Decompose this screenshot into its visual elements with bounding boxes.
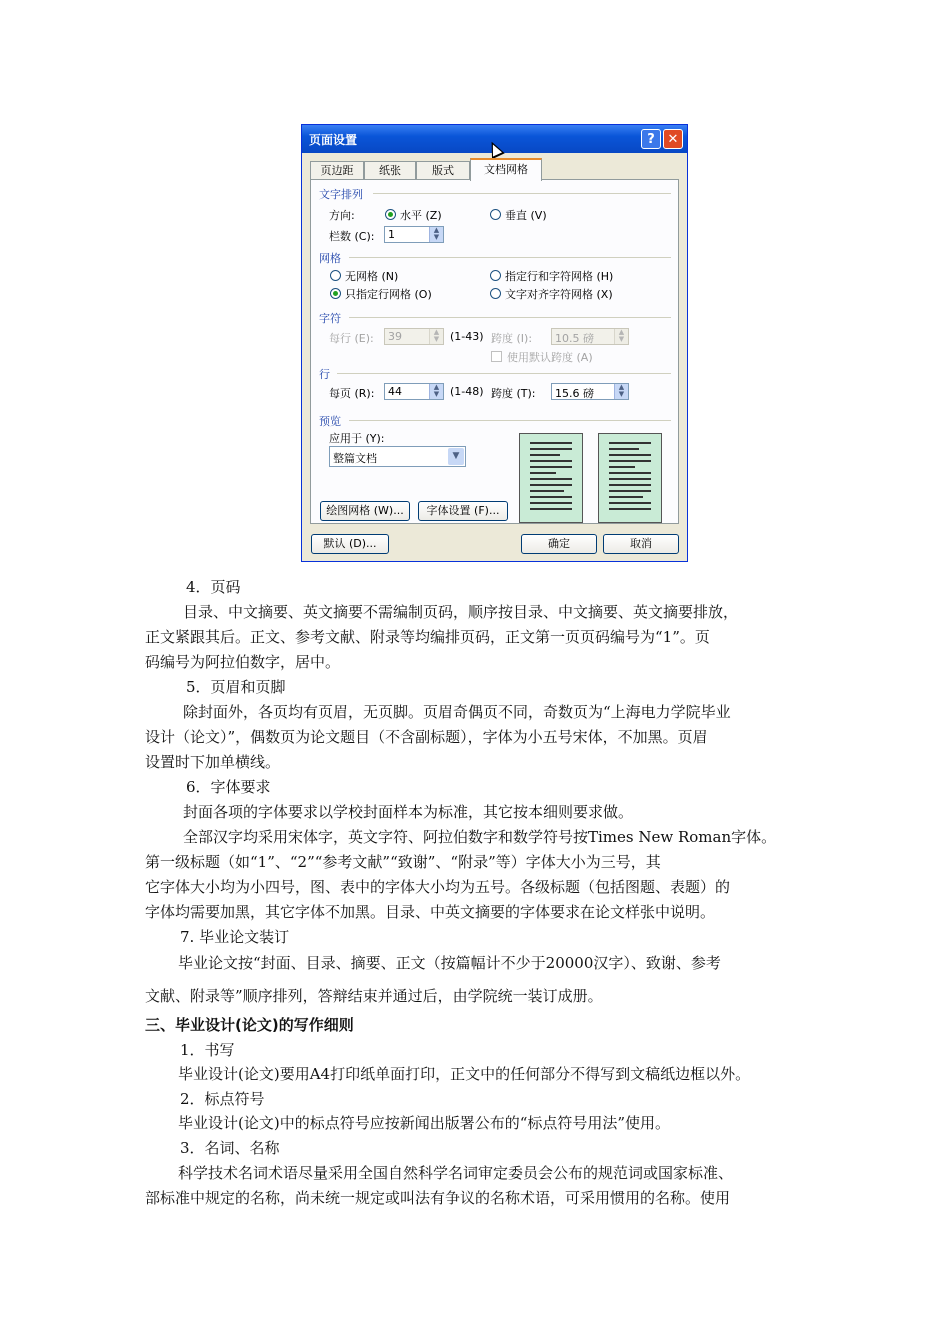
default-pitch-checkbox[interactable] (491, 351, 502, 362)
apply-to-select[interactable] (329, 446, 466, 467)
apply-to-value: 整篇文档 (333, 452, 377, 465)
lines-per-page-range: (1-48) (450, 385, 484, 398)
preview-line (530, 478, 572, 480)
chars-per-line-label: 每行 (E): (329, 332, 374, 345)
preview-line (530, 448, 572, 450)
tab-margins[interactable]: 页边距 (310, 161, 364, 180)
tab-document-grid[interactable]: 文档网格 (470, 158, 542, 181)
group-divider (349, 317, 671, 318)
chars-per-line-stepper[interactable] (384, 328, 444, 345)
group-characters: 字符 (319, 312, 341, 325)
no-grid-label: 无网格 (N) (345, 270, 399, 283)
preview-page-right (598, 433, 662, 523)
paragraph-line: 设计（论文）”，偶数页为论文题目（不含副标题），字体为小五号宋体，不加黑。页眉 (145, 728, 708, 746)
no-grid-radio[interactable] (330, 270, 341, 281)
line-pitch-value: 15.6 磅 (555, 387, 594, 400)
group-preview: 预览 (319, 415, 341, 428)
heading-font-requirements: 6．字体要求 (186, 778, 271, 796)
paragraph-line: 第一级标题（如“1”、“2”“参考文献”“致谢”、“附录”等）字体大小为三号，其 (145, 853, 661, 871)
paragraph-line: 码编号为阿拉伯数字，居中。 (145, 653, 341, 671)
preview-line (530, 508, 572, 510)
preview-line (609, 472, 651, 474)
preview-line (530, 466, 572, 468)
group-divider (349, 420, 671, 421)
spin-arrows-icon[interactable]: ▲ ▼ (614, 329, 628, 344)
vertical-label: 垂直 (V) (505, 209, 547, 222)
paragraph-line: 它字体大小均为小四号，图、表中的字体大小均为五号。各级标题（包括图题、表题）的 (145, 878, 731, 896)
spin-arrows-icon[interactable]: ▲ ▼ (429, 227, 443, 242)
heading-binding: 7. 毕业论文装订 (180, 928, 290, 946)
columns-label: 栏数 (C): (329, 230, 375, 243)
snap-chars-grid-label: 文字对齐字符网格 (X) (505, 288, 613, 301)
preview-line (609, 442, 651, 444)
columns-value: 1 (388, 228, 395, 241)
default-button[interactable]: 默认 (D)... (311, 534, 389, 554)
paragraph-line: 科学技术名词术语尽量采用全国自然科学名词审定委员会公布的规范词或国家标准、 (178, 1164, 734, 1182)
paragraph-line: 设置时下加单横线。 (145, 753, 281, 771)
preview-line (530, 484, 572, 486)
columns-stepper[interactable] (384, 226, 444, 243)
paragraph-line: 毕业论文按“封面、目录、摘要、正文（按篇幅计不少于20000汉字）、致谢、参考 (178, 954, 721, 972)
tab-layout[interactable]: 版式 (416, 161, 470, 180)
preview-line (530, 454, 560, 456)
preview-line (530, 490, 564, 492)
paragraph-line: 除封面外，各页均有页眉，无页脚。页眉奇偶页不同，奇数页为“上海电力学院毕业 (183, 703, 731, 721)
heading-writing: 1．书写 (180, 1041, 235, 1059)
lines-chars-grid-label: 指定行和字符网格 (H) (505, 270, 614, 283)
spin-arrows-icon[interactable]: ▲ ▼ (429, 384, 443, 399)
preview-line (609, 502, 651, 504)
heading-terms: 3．名词、名称 (180, 1139, 280, 1157)
preview-line (609, 484, 651, 486)
group-text-layout: 文字排列 (319, 188, 363, 201)
spin-arrows-icon[interactable]: ▲ ▼ (614, 384, 628, 399)
spin-arrows-icon[interactable]: ▲ ▼ (429, 329, 443, 344)
draw-grid-button[interactable]: 绘图网格 (W)... (320, 501, 410, 521)
tab-paper[interactable]: 纸张 (364, 161, 416, 180)
paragraph-line: 正文紧跟其后。正文、参考文献、附录等均编排页码，正文第一页页码编号为“1”。页 (145, 628, 710, 646)
ok-button[interactable]: 确定 (521, 534, 597, 554)
lines-per-page-label: 每页 (R): (329, 387, 375, 400)
group-divider (337, 373, 671, 374)
group-lines: 行 (319, 368, 330, 381)
char-pitch-stepper[interactable] (551, 328, 629, 345)
line-pitch-stepper[interactable] (551, 383, 629, 400)
lines-per-page-stepper[interactable] (384, 383, 444, 400)
preview-line (530, 472, 556, 474)
direction-label: 方向: (329, 209, 355, 222)
font-settings-button[interactable]: 字体设置 (F)... (418, 501, 508, 521)
preview-line (530, 442, 572, 444)
preview-line (530, 502, 572, 504)
preview-line (609, 460, 651, 462)
preview-line (609, 466, 635, 468)
help-button[interactable]: ? (641, 129, 661, 149)
lines-only-grid-radio[interactable] (330, 288, 341, 299)
chevron-down-icon[interactable]: ▼ (448, 448, 464, 465)
horizontal-radio[interactable] (385, 209, 396, 220)
paragraph-line: 部标准中规定的名称，尚未统一规定或叫法有争议的名称术语，可采用惯用的名称。使用 (145, 1189, 731, 1207)
group-grid: 网格 (319, 252, 341, 265)
preview-line (609, 448, 639, 450)
horizontal-label: 水平 (Z) (400, 209, 442, 222)
preview-line (609, 496, 643, 498)
preview-line (609, 508, 651, 510)
line-pitch-label: 跨度 (T): (491, 387, 536, 400)
default-pitch-label: 使用默认跨度 (A) (507, 351, 593, 364)
paragraph-line: 全部汉字均采用宋体字，英文字符、阿拉伯数字和数学符号按Times New Roman字体。 (183, 828, 777, 846)
group-divider (373, 193, 671, 194)
apply-to-label: 应用于 (Y): (329, 432, 385, 445)
vertical-radio[interactable] (490, 209, 501, 220)
heading-header-footer: 5．页眉和页脚 (186, 678, 286, 696)
lines-chars-grid-radio[interactable] (490, 270, 501, 281)
preview-line (530, 460, 572, 462)
preview-line (609, 454, 651, 456)
char-pitch-value: 10.5 磅 (555, 332, 594, 345)
preview-page-left (519, 433, 583, 523)
dialog-title: 页面设置 (309, 133, 358, 147)
paragraph-line: 封面各项的字体要求以学校封面样本为标准，其它按本细则要求做。 (183, 803, 634, 821)
heading-page-numbers: 4．页码 (186, 578, 241, 596)
paragraph-line: 文献、附录等”顺序排列，答辩结束并通过后，由学院统一装订成册。 (145, 987, 603, 1005)
preview-line (609, 490, 651, 492)
lines-per-page-value: 44 (388, 385, 402, 398)
snap-chars-grid-radio[interactable] (490, 288, 501, 299)
paragraph-line: 目录、中文摘要、英文摘要不需编制页码，顺序按目录、中文摘要、英文摘要排放， (183, 603, 739, 621)
chars-per-line-value: 39 (388, 330, 402, 343)
preview-line (530, 496, 572, 498)
lines-only-grid-label: 只指定行网格 (O) (345, 288, 432, 301)
paragraph-line: 毕业设计(论文)中的标点符号应按新闻出版署公布的“标点符号用法”使用。 (178, 1114, 671, 1132)
paragraph-line: 字体均需要加黑，其它字体不加黑。目录、中英文摘要的字体要求在论文样张中说明。 (145, 903, 716, 921)
close-button[interactable]: ✕ (663, 129, 683, 149)
heading-punctuation: 2．标点符号 (180, 1090, 265, 1108)
tab-panel-document-grid (310, 179, 679, 524)
char-pitch-label: 跨度 (I): (491, 332, 533, 345)
preview-line (609, 478, 651, 480)
chars-per-line-range: (1-43) (450, 330, 484, 343)
paragraph-line: 毕业设计(论文)要用A4打印纸单面打印，正文中的任何部分不得写到文稿纸边框以外。 (178, 1065, 751, 1083)
page-setup-dialog (301, 124, 688, 562)
group-divider (349, 257, 671, 258)
cancel-button[interactable]: 取消 (603, 534, 679, 554)
section-heading: 三、毕业设计(论文)的写作细则 (145, 1016, 354, 1034)
